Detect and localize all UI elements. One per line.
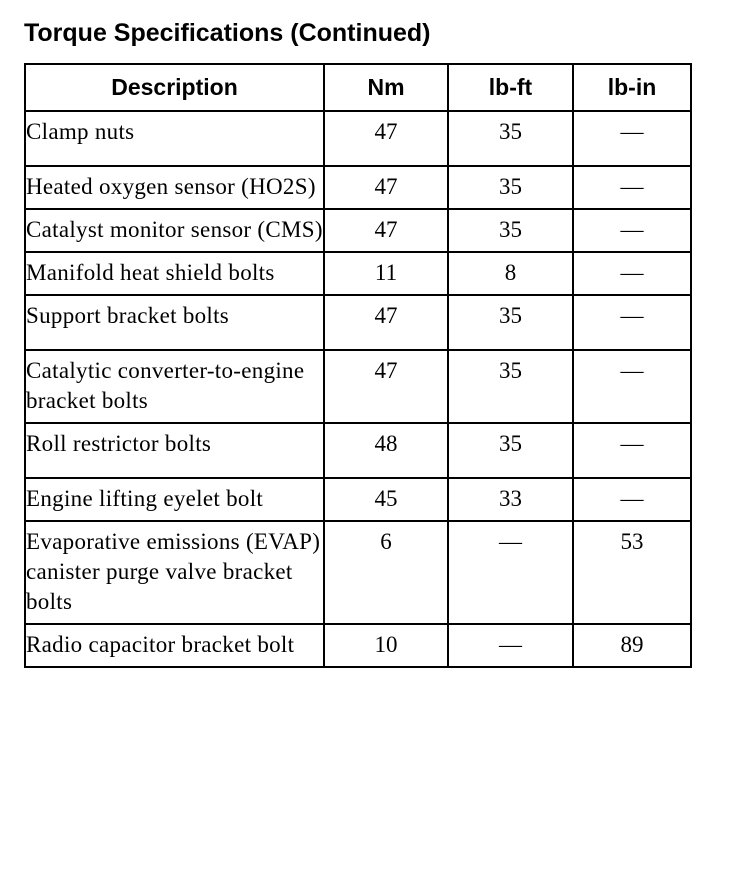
lb-ft-cell: 35 — [448, 111, 573, 166]
nm-cell: 47 — [324, 209, 448, 252]
description-cell: Heated oxygen sensor (HO2S) — [25, 166, 324, 209]
lb-ft-cell: 35 — [448, 166, 573, 209]
description-cell: Catalytic converter-to-engine bracket bolts — [25, 350, 324, 423]
lb-ft-cell: 33 — [448, 478, 573, 521]
lb-in-cell: — — [573, 295, 691, 350]
table-row — [25, 111, 691, 166]
lb-in-cell: — — [573, 478, 691, 521]
page-title: Torque Specifications (Continued) — [24, 19, 431, 47]
nm-cell: 47 — [324, 111, 448, 166]
table-row — [25, 350, 691, 423]
table-row — [25, 252, 691, 295]
column-header-description: Description — [25, 64, 324, 111]
torque-spec-table — [24, 63, 692, 668]
lb-ft-cell: 8 — [448, 252, 573, 295]
lb-ft-cell: 35 — [448, 209, 573, 252]
nm-cell: 47 — [324, 350, 448, 423]
table-row — [25, 478, 691, 521]
lb-in-cell: 89 — [573, 624, 691, 667]
column-header-lb-in: lb-in — [573, 64, 691, 111]
lb-in-cell: — — [573, 350, 691, 423]
lb-in-cell: — — [573, 423, 691, 478]
description-cell: Catalyst monitor sensor (CMS) — [25, 209, 324, 252]
nm-cell: 47 — [324, 295, 448, 350]
column-header-nm: Nm — [324, 64, 448, 111]
nm-cell: 45 — [324, 478, 448, 521]
table-row — [25, 624, 691, 667]
table-header-row — [25, 64, 691, 111]
lb-ft-cell: 35 — [448, 295, 573, 350]
description-cell: Clamp nuts — [25, 111, 324, 166]
lb-in-cell: — — [573, 209, 691, 252]
column-header-lb-ft: lb-ft — [448, 64, 573, 111]
lb-ft-cell: 35 — [448, 350, 573, 423]
lb-ft-cell: — — [448, 521, 573, 624]
table-row — [25, 166, 691, 209]
table-row — [25, 295, 691, 350]
lb-in-cell: — — [573, 252, 691, 295]
lb-in-cell: — — [573, 111, 691, 166]
nm-cell: 47 — [324, 166, 448, 209]
description-cell: Evaporative emissions (EVAP) canister purge valve bracket bolts — [25, 521, 324, 624]
table-row — [25, 521, 691, 624]
lb-in-cell: 53 — [573, 521, 691, 624]
nm-cell: 10 — [324, 624, 448, 667]
lb-ft-cell: — — [448, 624, 573, 667]
description-cell: Radio capacitor bracket bolt — [25, 624, 324, 667]
lb-ft-cell: 35 — [448, 423, 573, 478]
description-cell: Manifold heat shield bolts — [25, 252, 324, 295]
description-cell: Engine lifting eyelet bolt — [25, 478, 324, 521]
nm-cell: 6 — [324, 521, 448, 624]
nm-cell: 48 — [324, 423, 448, 478]
nm-cell: 11 — [324, 252, 448, 295]
lb-in-cell: — — [573, 166, 691, 209]
table-row — [25, 209, 691, 252]
description-cell: Support bracket bolts — [25, 295, 324, 350]
description-cell: Roll restrictor bolts — [25, 423, 324, 478]
table-row — [25, 423, 691, 478]
